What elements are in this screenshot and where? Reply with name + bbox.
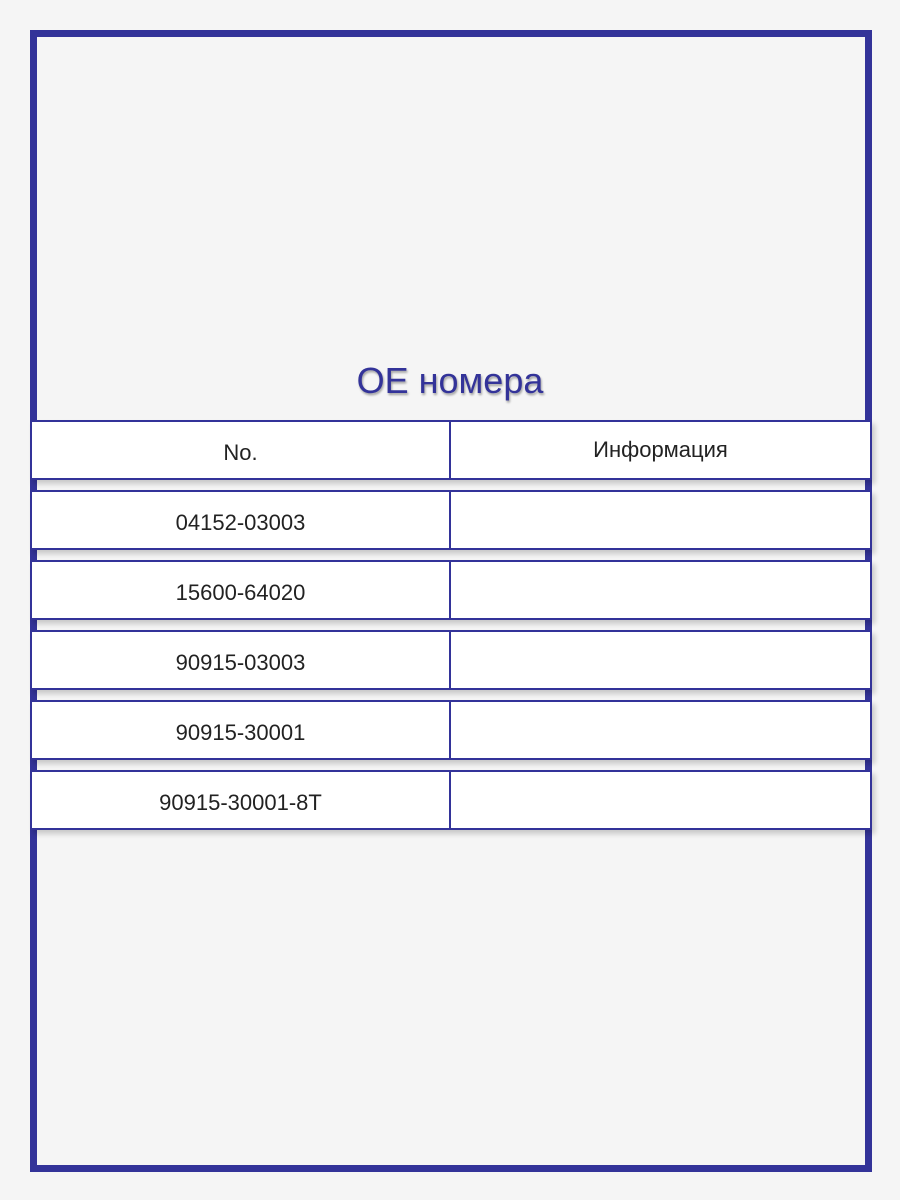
- cell-no: [32, 702, 451, 758]
- cell-no-value: 15600-64020: [175, 580, 306, 605]
- cell-no-value: 04152-03003: [175, 510, 306, 535]
- cell-info: [451, 772, 870, 828]
- cell-no: [32, 632, 451, 688]
- table-row: [30, 700, 872, 760]
- cell-info: [451, 492, 870, 548]
- header-label-info: Информация: [593, 437, 728, 462]
- table-row: [30, 770, 872, 830]
- table-header-row: [30, 420, 872, 480]
- table-row: [30, 490, 872, 550]
- header-cell-no: [32, 422, 451, 478]
- cell-info: [451, 702, 870, 758]
- header-cell-info: [451, 422, 870, 478]
- cell-no-value: 90915-03003: [175, 650, 306, 675]
- cell-no-value: 90915-30001-8T: [159, 790, 322, 815]
- cell-info: [451, 562, 870, 618]
- cell-no: [32, 772, 451, 828]
- page-title: OE номера: [356, 360, 544, 401]
- table-row: [30, 560, 872, 620]
- header-label-no: No.: [223, 440, 258, 465]
- table-row: [30, 630, 872, 690]
- cell-no: [32, 562, 451, 618]
- cell-no-value: 90915-30001: [175, 720, 306, 745]
- cell-info: [451, 632, 870, 688]
- cell-no: [32, 492, 451, 548]
